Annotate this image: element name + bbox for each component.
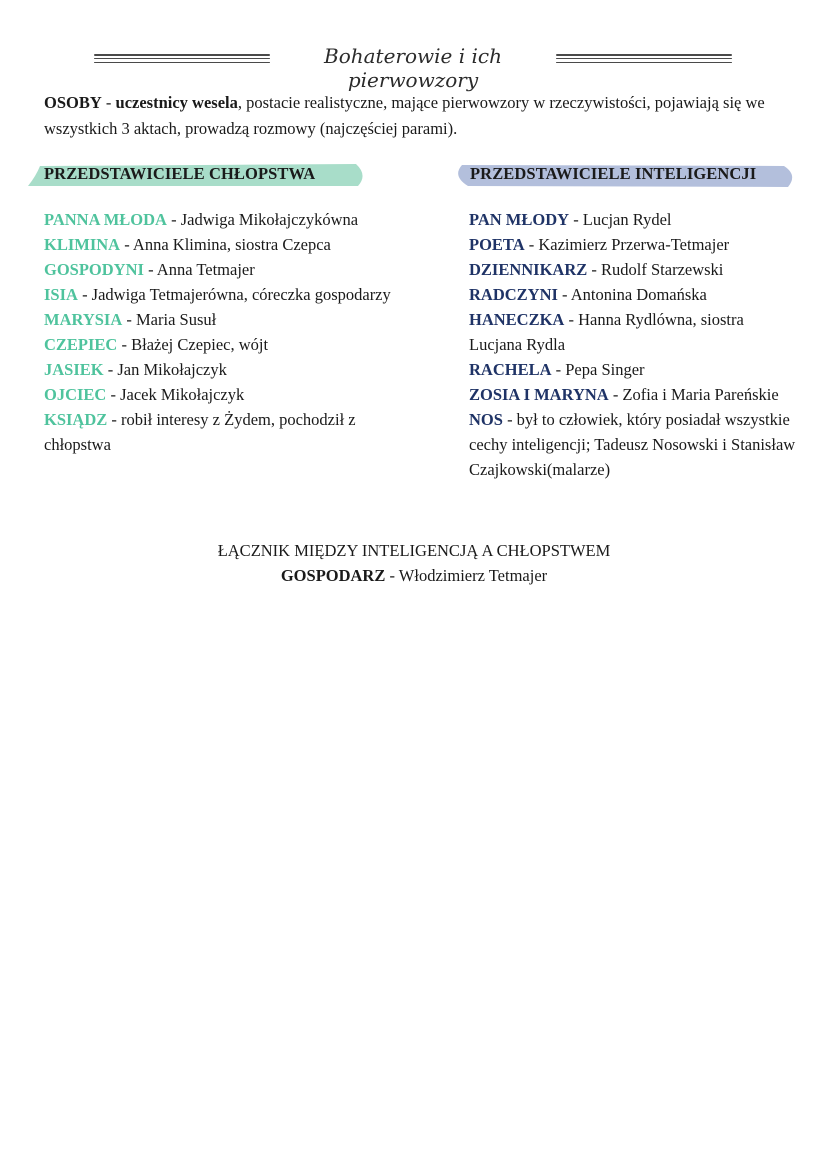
list-item <box>44 407 404 457</box>
list-item <box>44 232 404 257</box>
list-item <box>44 257 404 282</box>
character-prototype: - Antonina Domańska <box>557 285 707 304</box>
list-item <box>469 357 799 382</box>
character-prototype: - Jadwiga Mikołajczykówna <box>166 210 359 229</box>
intro-lead: OSOBY <box>44 93 102 112</box>
peasantry-heading-text: PRZEDSTAWICIELE CHŁOPSTWA <box>44 164 316 183</box>
intro-separator: - <box>101 93 116 112</box>
title-rule-left <box>94 54 270 66</box>
character-name: HANECZKA <box>469 310 565 329</box>
character-name: ISIA <box>44 285 78 304</box>
intelligentsia-heading <box>452 162 798 188</box>
character-prototype: - Hanna Rydlówna, siostra Lucjana Rydla <box>469 310 744 354</box>
connector-section <box>0 538 828 588</box>
intelligentsia-list <box>469 207 799 482</box>
list-item <box>469 382 799 407</box>
list-item <box>44 307 404 332</box>
character-name: RACHELA <box>469 360 552 379</box>
character-prototype: - Maria Susuł <box>122 310 217 329</box>
connector-entry <box>0 563 828 588</box>
list-item <box>469 232 799 257</box>
character-prototype: - był to człowiek, który posiadał wszystkie cechy inteligencji; Tadeusz Nosowski i Stanisław Czajkowski(malarze) <box>469 410 796 479</box>
character-prototype: - Anna Tetmajer <box>143 260 255 279</box>
list-item <box>469 207 799 232</box>
character-prototype: - robił interesy z Żydem, pochodził z chłopstwa <box>44 410 356 454</box>
character-name: MARYSIA <box>44 310 123 329</box>
character-name: OJCIEC <box>44 385 107 404</box>
character-prototype: - Rudolf Starzewski <box>587 260 724 279</box>
list-item <box>469 282 799 307</box>
list-item <box>44 332 404 357</box>
intelligentsia-heading-text: PRZEDSTAWICIELE INTELIGENCJI <box>470 164 757 183</box>
character-prototype: - Zofia i Maria Pareńskie <box>608 385 779 404</box>
peasantry-heading <box>26 162 368 188</box>
peasantry-list <box>44 207 404 457</box>
list-item <box>44 207 404 232</box>
character-name: POETA <box>469 235 525 254</box>
character-name: CZEPIEC <box>44 335 118 354</box>
list-item <box>44 282 404 307</box>
list-item <box>469 257 799 282</box>
list-item <box>469 407 799 482</box>
character-name: NOS <box>469 410 503 429</box>
character-prototype: - Pepa Singer <box>551 360 645 379</box>
connector-desc: - Włodzimierz Tetmajer <box>385 566 548 585</box>
title-rule-right <box>556 54 732 66</box>
page-title: Bohaterowie i ich pierwowzory <box>324 44 502 92</box>
connector-name: GOSPODARZ <box>280 566 386 585</box>
character-name: DZIENNIKARZ <box>469 260 588 279</box>
character-prototype: - Błażej Czepiec, wójt <box>117 335 269 354</box>
character-name: KLIMINA <box>44 235 121 254</box>
character-name: KSIĄDZ <box>44 410 108 429</box>
intro-bold: uczestnicy wesela <box>115 93 238 112</box>
connector-heading: ŁĄCZNIK MIĘDZY INTELIGENCJĄ A CHŁOPSTWEM <box>217 541 611 560</box>
character-name: GOSPODYNI <box>44 260 144 279</box>
intro-rest: , postacie realistyczne, mające pierwowzory w rzeczywistości, pojawiają się we wszystkich 3 aktach, prowadzą rozmowy (najczęściej parami). <box>44 93 765 138</box>
character-prototype: - Kazimierz Przerwa-Tetmajer <box>524 235 730 254</box>
character-prototype: - Lucjan Rydel <box>569 210 672 229</box>
character-prototype: - Jadwiga Tetmajerówna, córeczka gospodarzy <box>77 285 391 304</box>
character-name: RADCZYNI <box>469 285 558 304</box>
list-item <box>44 357 404 382</box>
list-item <box>469 307 799 357</box>
character-name: PAN MŁODY <box>469 210 570 229</box>
list-item <box>44 382 404 407</box>
character-name: JASIEK <box>44 360 104 379</box>
character-name: PANNA MŁODA <box>44 210 167 229</box>
intro-paragraph <box>44 90 788 142</box>
character-prototype: - Anna Klimina, siostra Czepca <box>120 235 331 254</box>
character-name: ZOSIA I MARYNA <box>469 385 609 404</box>
character-prototype: - Jacek Mikołajczyk <box>106 385 245 404</box>
title-row <box>0 40 828 92</box>
character-prototype: - Jan Mikołajczyk <box>103 360 227 379</box>
